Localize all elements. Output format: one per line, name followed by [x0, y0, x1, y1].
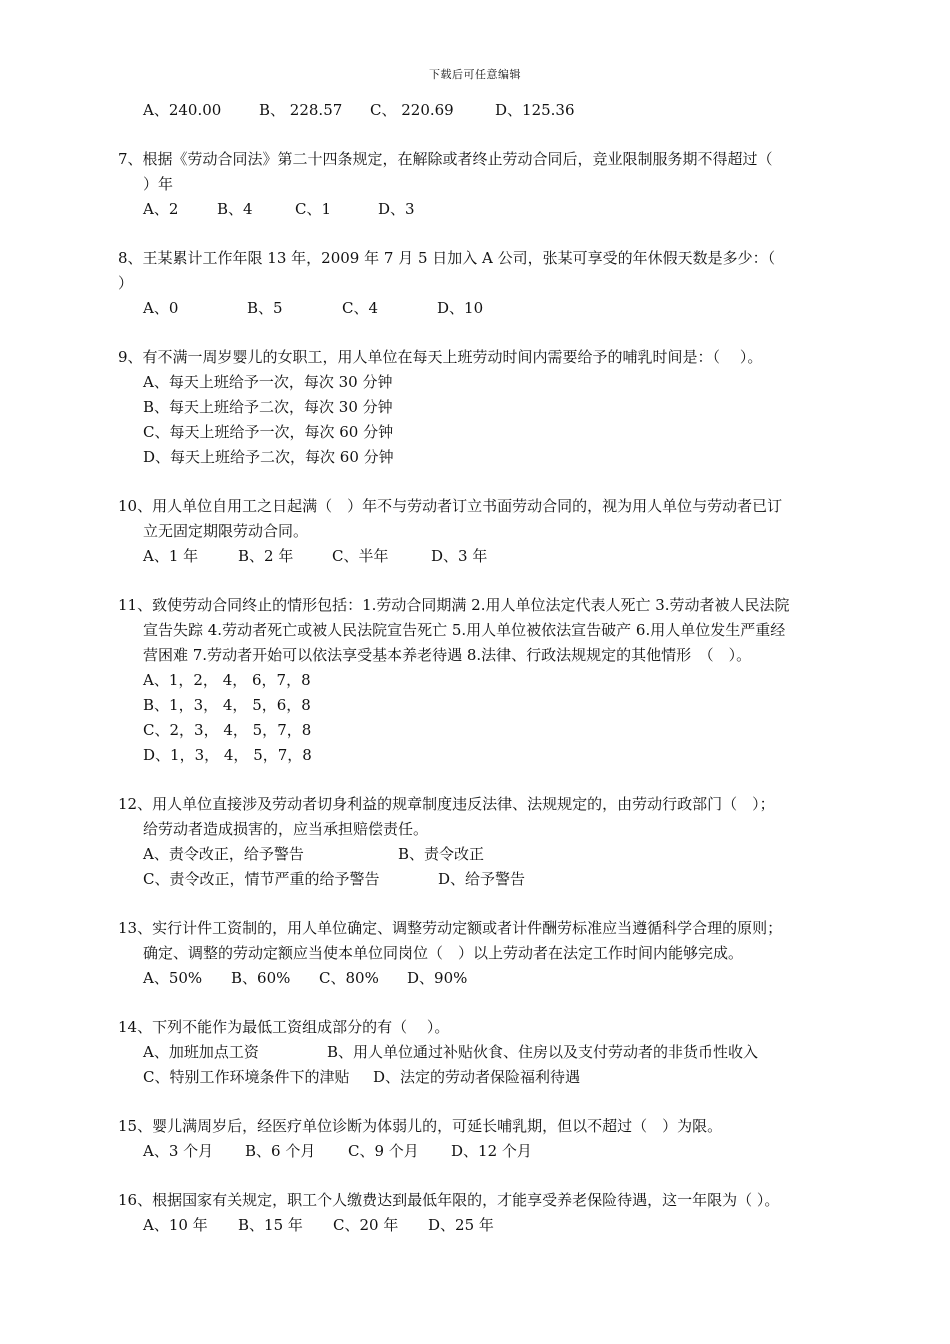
question-stem-continued: 立无固定期限劳动合同。: [143, 522, 309, 540]
option-row: [118, 197, 860, 222]
option: C、1: [295, 200, 332, 218]
option: B、4: [217, 200, 253, 218]
option: D、3 年: [431, 547, 488, 565]
option: D、125.36: [495, 101, 575, 119]
option: C、 220.69: [370, 101, 454, 119]
option: A、50%: [143, 969, 203, 987]
option: D、每天上班给予二次，每次 60 分钟: [143, 448, 394, 466]
question-stem: 8、王某累计工作年限 13 年，2009 年 7 月 5 日加入 A 公司，张某可享受的年休假天数是多少：（: [118, 249, 776, 267]
question-stem-continued: ）年: [143, 175, 174, 193]
option: C、2，3， 4， 5，7，8: [143, 721, 312, 739]
option: B、2 年: [238, 547, 294, 565]
option: D、1，3， 4， 5，7，8: [143, 746, 312, 764]
option: B、5: [247, 299, 283, 317]
option: D、25 年: [428, 1216, 494, 1234]
option: B、6 个月: [245, 1142, 316, 1160]
option: A、10 年: [143, 1216, 208, 1234]
option-row: [118, 544, 860, 569]
option: B、60%: [231, 969, 291, 987]
option: A、1，2， 4， 6，7，8: [143, 671, 311, 689]
question-stem: 15、婴儿满周岁后，经医疗单位诊断为体弱儿的，可延长哺乳期，但以不超过（ ）为限。: [118, 1117, 723, 1135]
question-stem: 14、下列不能作为最低工资组成部分的有（ ）。: [118, 1018, 450, 1036]
option: C、20 年: [333, 1216, 399, 1234]
option: C、特别工作环境条件下的津贴: [143, 1068, 350, 1086]
page-header: 下载后可任意编辑: [429, 68, 521, 81]
option: D、3: [378, 200, 415, 218]
question-stem-continued: 给劳动者造成损害的，应当承担赔偿责任。: [143, 820, 429, 838]
option-row: [118, 1040, 860, 1065]
option-row: [118, 1065, 860, 1090]
option: B、责令改正: [398, 845, 485, 863]
question-stem-continued: 营困难 7.劳动者开始可以依法享受基本养老待遇 8.法律、行政法规规定的其他情形 （ ）。: [143, 646, 752, 664]
question-stem-continued: 宣告失踪 4.劳动者死亡或被人民法院宣告死亡 5.用人单位被依法宣告破产 6.用人单位发生严重经: [143, 621, 786, 639]
option: A、1 年: [143, 547, 199, 565]
option: B、1，3， 4， 5，6，8: [143, 696, 311, 714]
option: C、4: [342, 299, 379, 317]
option-row: [118, 842, 860, 867]
option: C、80%: [319, 969, 379, 987]
question-stem: 13、实行计件工资制的，用人单位确定、调整劳动定额或者计件酬劳标准应当遵循科学合理的原则；: [118, 919, 783, 937]
option: C、半年: [332, 547, 389, 565]
option: A、每天上班给予一次，每次 30 分钟: [143, 373, 393, 391]
option-row: [118, 1139, 860, 1164]
option: A、2: [143, 200, 179, 218]
option: A、3 个月: [143, 1142, 214, 1160]
option: A、责令改正，给予警告: [143, 845, 304, 863]
option-row: [118, 1213, 860, 1238]
question-document: [118, 98, 860, 1238]
option: B、15 年: [238, 1216, 303, 1234]
option: D、给予警告: [438, 870, 526, 888]
option-row: [118, 966, 860, 991]
question-stem: 9、有不满一周岁婴儿的女职工，用人单位在每天上班劳动时间内需要给予的哺乳时间是：（ ）。: [118, 348, 763, 366]
option: D、90%: [407, 969, 468, 987]
option: C、责令改正，情节严重的给予警告: [143, 870, 380, 888]
option-row: [118, 867, 860, 892]
option: D、10: [437, 299, 484, 317]
question-stem: 11、致使劳动合同终止的情形包括：1.劳动合同期满 2.用人单位法定代表人死亡 3.劳动者被人民法院: [118, 596, 790, 614]
option: B、每天上班给予二次，每次 30 分钟: [143, 398, 393, 416]
question-stem: 16、根据国家有关规定，职工个人缴费达到最低年限的，才能享受养老保险待遇，这一年限为（ ）。: [118, 1191, 780, 1209]
option: A、加班加点工资: [143, 1043, 259, 1061]
question-stem-continued: ）: [118, 274, 134, 292]
option: C、每天上班给予一次，每次 60 分钟: [143, 423, 394, 441]
option: B、用人单位通过补贴伙食、住房以及支付劳动者的非货币性收入: [327, 1043, 759, 1061]
option: D、法定的劳动者保险福利待遇: [373, 1068, 581, 1086]
option-row: [118, 98, 860, 123]
option: A、0: [143, 299, 179, 317]
option: D、12 个月: [451, 1142, 532, 1160]
question-stem: 7、根据《劳动合同法》第二十四条规定，在解除或者终止劳动合同后，竞业限制服务期不得超过（: [118, 150, 773, 168]
question-stem: 10、用人单位自用工之日起满（ ）年不与劳动者订立书面劳动合同的，视为用人单位与劳动者已订: [118, 497, 783, 515]
question-stem: 12、用人单位直接涉及劳动者切身利益的规章制度违反法律、法规规定的，由劳动行政部门（ ）；: [118, 795, 775, 813]
option: A、240.00: [143, 101, 222, 119]
option: C、9 个月: [348, 1142, 419, 1160]
option-row: [118, 296, 860, 321]
option: B、 228.57: [259, 101, 343, 119]
question-stem-continued: 确定、调整的劳动定额应当使本单位同岗位（ ）以上劳动者在法定工作时间内能够完成。: [143, 944, 744, 962]
